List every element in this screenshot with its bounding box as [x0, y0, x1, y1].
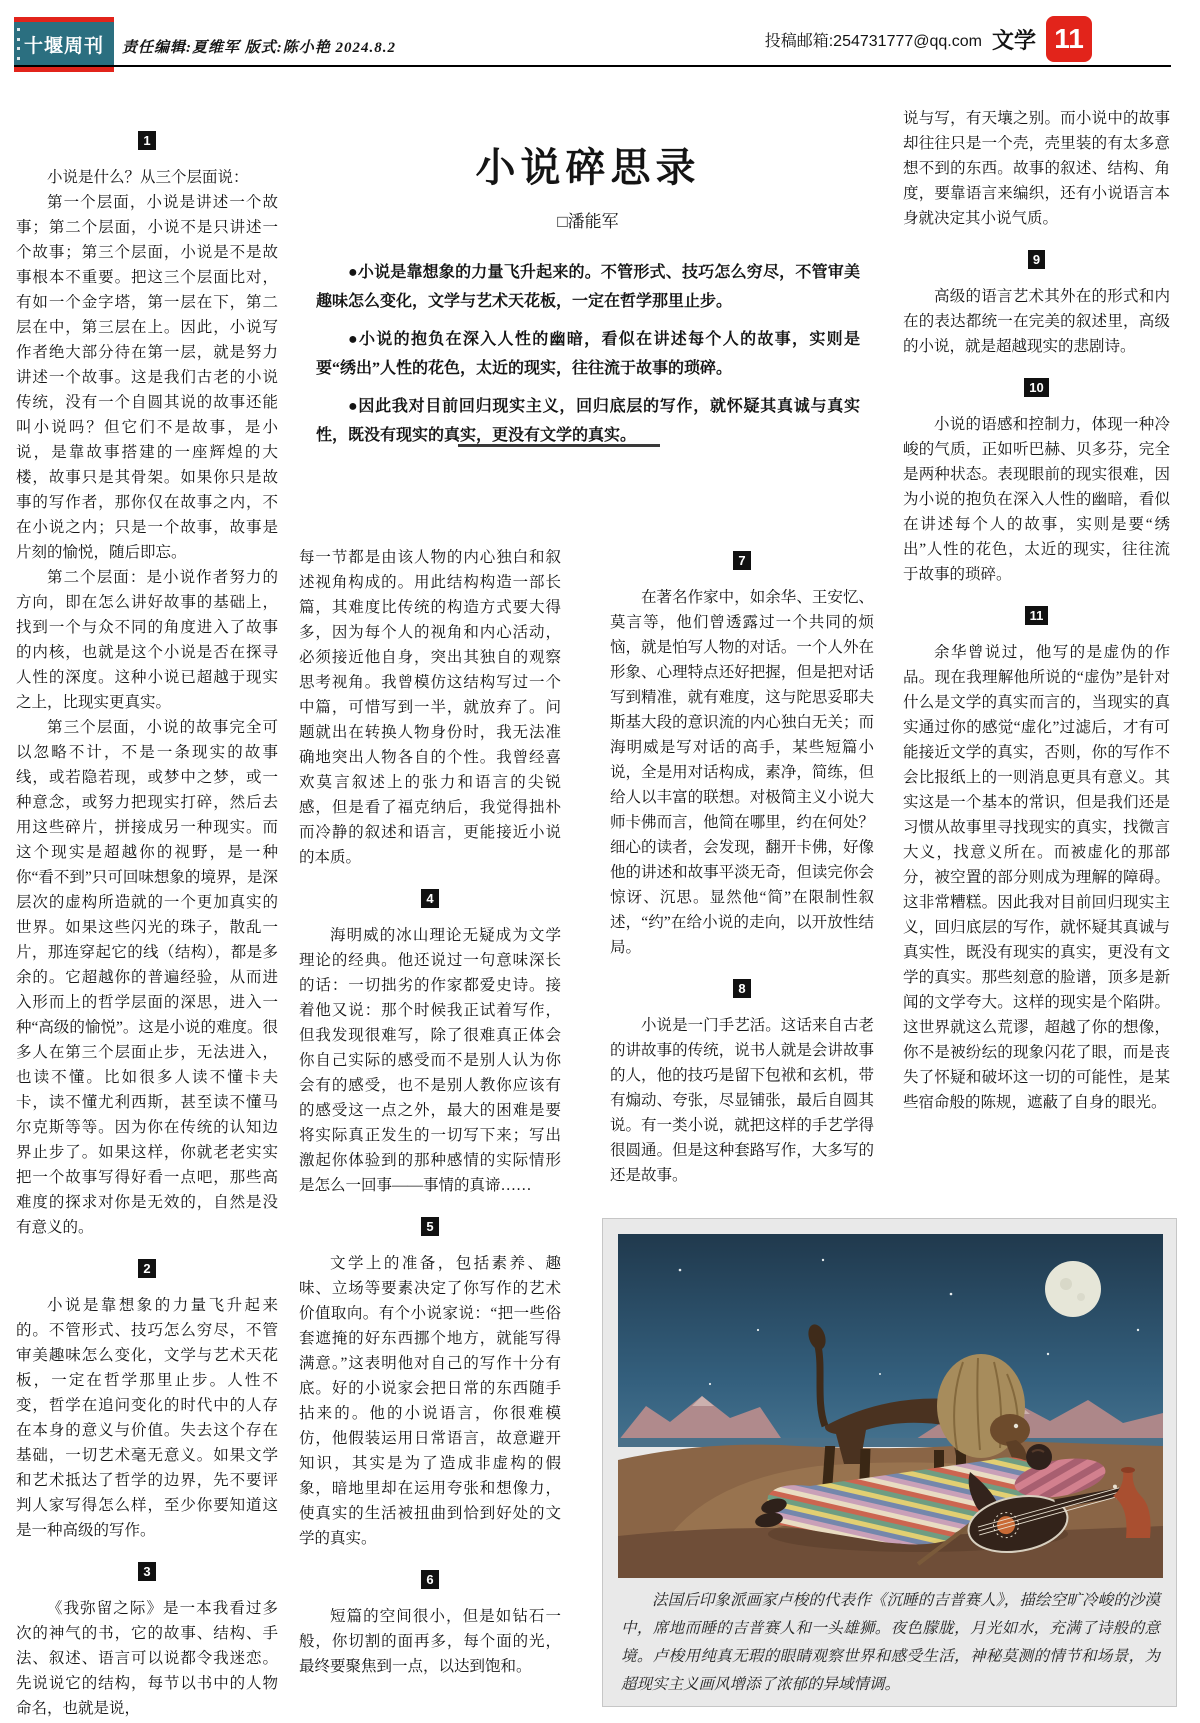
moon [1045, 1261, 1101, 1317]
section-badge [903, 247, 1170, 272]
section-badge [299, 886, 561, 911]
section-badge [903, 603, 1170, 628]
article-author: □潘能军 [557, 212, 619, 231]
column-1 [16, 112, 278, 1721]
paragraph-continuation: 每一节都是由该人物的内心独白和叙述视角构成的。用此结构构造一部长篇，其难度比传统的构造方式要大得多，因为每个人的视角和内心活动，必须接近他自身，突出其独自的观察思考视角。我曾模仿这结构写过一个中篇，可惜写到一半，就放弃了。问题就出在转换人物身份时，我无法准确地突出人物各自的个性。我曾经喜欢莫言叙述上的张力和语言的尖锐感，但是看了福克纳后，我觉得拙朴而冷静的叙述和语言，更能接近小说的本质。 [299, 549, 561, 866]
abstract-bullet: ●小说的抱负在深入人性的幽暗，看似在讲述每个人的故事，实则是要“绣出”人性的花色，太近的现实，往往流于故事的琐碎。 [316, 331, 860, 377]
paragraph: 第一个层面，小说是讲述一个故事；第二个层面，小说不是只讲述一个故事；第三个层面，小说是不是故事根本不重要。把这三个层面比对，有如一个金字塔，第一层在下，第二层在中，第三层在上。因此，小说写作者绝大部分待在第一层，就是努力讲述一个故事。这是我们古老的小说传统，没有一个自圆其说的故事还能叫小说吗？但它们不是故事，是小说，是靠故事搭建的一座辉煌的大楼，故事只是其骨架。如果你只是故事的写作者，那你仅在故事之内，不在小说之内；只是一个故事，故事是片刻的愉悦，随后即忘。 [16, 194, 278, 561]
section-number: 6 [421, 1570, 438, 1589]
page-number-badge: 11 [1046, 16, 1092, 62]
header-right [700, 16, 1092, 62]
paragraph: 小说是什么？从三个层面说： [47, 169, 249, 186]
section-name: 文学 [991, 27, 1036, 53]
section-badge [610, 976, 874, 1001]
section-badge [610, 548, 874, 573]
section-number: 2 [138, 1259, 155, 1278]
paragraph: 海明威的冰山理论无疑成为文学理论的经典。他还说过一句意味深长的话：一切拙劣的作家都爱史诗。接着他又说：那个时候我正试着写作，但我发现很难写，除了很难真正体会你自己实际的感受而不是别人认为你会有的感受，也不是别人教你应该有的感受这一点之外，最大的困难是要将实际真正发生的一切写下来；写出激起你体验到的那种感情的实际情形是怎么一回事——事情的真谛…… [299, 927, 561, 1194]
header-rule [14, 65, 1171, 67]
section-badge [903, 375, 1170, 400]
paragraph: 余华曾说过，他写的是虚伪的作品。现在我理解他所说的“虚伪”是针对什么是文学的真实而言的，当现实的真实通过你的感觉“虚化”过滤后，才有可能接近文学的真实，否则，你的写作不会比报纸上的一则消息更具有意义。其实这是一个基本的常识，但是我们还是习惯从故事里寻找现实的真实，找微言大义，找意义所在。而被虚化的那部分，被空置的部分则成为理解的障碍。这非常糟糕。因此我对目前回归现实主义，回归底层的写作，就怀疑其真诚与真实性，既没有现实的真实，更没有文学的真实。那些刻意的脸谱，顶多是新闻的文学夸大。这样的现实是个陷阱。这世界就这么荒谬，超越了你的想像，你不是被纷纭的现象闪花了眼，而是丧失了怀疑和破坏这一切的可能性，是某些宿命般的陈规，遮蔽了自身的眼光。 [903, 644, 1170, 1111]
section-badge [16, 1559, 278, 1584]
section-number: 10 [1024, 378, 1048, 397]
paragraph-continuation: 说与写，有天壤之别。而小说中的故事却往往只是一个壳，壳里装的有太多意想不到的东西。故事的叙述、结构、角度，要靠语言来编织，还有小说语言本身就决定其小说气质。 [903, 110, 1170, 227]
masthead-side-marks [17, 28, 21, 60]
section-badge [299, 1214, 561, 1239]
figure-panel [602, 1218, 1177, 1707]
paragraph: 小说是靠想象的力量飞升起来的。不管形式、技巧怎么穷尽，不管审美趣味怎么变化，文学与艺术天花板，一定在哲学那里止步。人性不变，哲学在追问变化的时代中的人存在本身的意义与价值。失去这个存在基础，一切艺术毫无意义。如果文学和艺术抵达了哲学的边界，先不要评判人家写得怎么样，至少你要知道这是一种高级的写作。 [16, 1297, 278, 1539]
paragraph: 小说的语感和控制力，体现一种冷峻的气质，正如听巴赫、贝多芬，完全是两种状态。表现眼前的现实很难，因为小说的抱负在深入人性的幽暗，看似在讲述每个人的故事，实则是要“绣出”人性的花色，太近的现实，往往流于故事的琐碎。 [903, 416, 1170, 583]
paragraph: 在著名作家中，如余华、王安忆、莫言等，他们曾透露过一个共同的烦恼，就是怕写人物的对话。一个人外在形象、心理特点还好把握，但是把对话写到精准，就有难度，这与陀思妥耶夫斯基大段的意识流的内心独白无关；而海明威是写对话的高手，某些短篇小说，全是用对话构成，素净，简练，但给人以丰富的联想。对极简主义小说大师卡佛而言，他简在哪里，约在何处？细心的读者，会发现，翻开卡佛，好像他的讲述和故事平淡无奇，但读完你会惊讶、沉思。显然他“简”在限制性叙述，“约”在给小说的走向，以开放性结局。 [610, 589, 874, 956]
column-4 [903, 106, 1170, 1115]
section-badge [16, 1256, 278, 1281]
abstract-divider [458, 444, 660, 447]
section-number: 1 [138, 131, 155, 150]
paragraph: 第三个层面，小说的故事完全可以忽略不计，不是一条现实的故事线，或若隐若现，或梦中之梦，或一种意念，或努力把现实打碎，然后去用这些碎片，拼接成另一种现实。而这个现实是超越你的视野，是一种你“看不到”只可回味想象的境界，是深层次的虚构所造就的一个更加真实的世界。如果这些闪光的珠子，散乱一片，那连穿起它的线（结构），都是多余的。它超越你的普遍经验，从而进入形而上的哲学层面的深思，进入一种“高级的愉悦”。这是小说的难度。很多人在第三个层面止步，无法进入，也读不懂。比如很多人读不懂卡夫卡，读不懂尤利西斯，甚至读不懂马尔克斯等等。因为你在传统的认知边界止步了。如果这样，你就老老实实把一个故事写得好看一点吧，那些高难度的探求对你是无效的，自然是没有意义的。 [16, 719, 278, 1236]
section-number: 11 [1025, 606, 1049, 625]
gypsy-head [1026, 1444, 1052, 1470]
section-number: 7 [733, 551, 750, 570]
editor-line: 责任编辑:夏维军 版式:陈小艳 2024.8.2 [122, 40, 396, 56]
figure-caption: 法国后印象派画家卢梭的代表作《沉睡的吉普赛人》，描绘空旷冷峻的沙漠中，席地而睡的吉普赛人和一头雄狮。夜色朦胧，月光如水，充满了诗般的意境。卢梭用纯真无瑕的眼睛观察世界和感受生活，神秘莫测的情节和场景，为超现实主义画风增添了浓郁的异域情调。 [621, 1592, 1160, 1693]
column-2 [299, 545, 561, 1679]
section-number: 3 [138, 1562, 155, 1581]
paragraph: 高级的语言艺术其外在的形式和内在的表达都统一在完美的叙述里，高级的小说，就是超越现实的悲剧诗。 [903, 288, 1170, 355]
column-3 [610, 548, 874, 1188]
paragraph: 文学上的准备，包括素养、趣味、立场等要素决定了你写作的艺术价值取向。有个小说家说：“把一些俗套遮掩的好东西挪个地方，就能写得满意。”这表明他对自己的写作十分有底。好的小说家会把日常的东西随手拈来的。他的小说语言，你很难模仿，他假装运用日常语言，故意避开知识，其实是为了造成非虚构的假象，暗地里却在运用夸张和想像力，使真实的生活被扭曲到恰到好处的文学的真实。 [299, 1255, 561, 1547]
section-number: 8 [733, 979, 750, 998]
masthead-logo [14, 17, 114, 72]
paragraph: 《我弥留之际》是一本我看过多次的神气的书，它的故事、结构、手法、叙述、语言可以说都令我迷恋。先说说它的结构，每节以书中的人物命名，也就是说， [16, 1600, 278, 1717]
section-number: 9 [1028, 250, 1045, 269]
abstract-bullet: ●因此我对目前回归现实主义，回归底层的写作，就怀疑其真诚与真实性，既没有现实的真实，更没有文学的真实。 [316, 398, 860, 444]
paragraph: 第二个层面：是小说作者努力的方向，即在怎么讲好故事的基础上，找到一个与众不同的角度进入了故事的内核，也就是这个小说是否在探寻人性的深度。这种小说已超越于现实之上，比现实更真实。 [16, 569, 278, 711]
section-badge [299, 1567, 561, 1592]
article-title: 小说碎思录 [475, 145, 701, 190]
section-badge [16, 128, 278, 153]
lion-head [990, 1414, 1030, 1446]
masthead-title: 十堰周刊 [23, 36, 104, 57]
submission-email: 投稿邮箱:254731777@qq.com [764, 32, 982, 50]
section-number: 5 [421, 1217, 438, 1236]
abstract-bullet: ●小说是靠想象的力量飞升起来的。不管形式、技巧怎么穷尽，不管审美趣味怎么变化，文学与艺术天花板，一定在哲学那里止步。 [316, 264, 860, 310]
article-title-block [300, 136, 876, 459]
painting-sleeping-gypsy [618, 1234, 1163, 1578]
article-abstract [300, 258, 876, 450]
section-number: 4 [421, 889, 438, 908]
paragraph: 短篇的空间很小，但是如钻石一般，你切割的面再多，每个面的光，最终要聚焦到一点，以达到饱和。 [299, 1608, 561, 1675]
paragraph: 小说是一门手艺活。这话来自古老的讲故事的传统，说书人就是会讲故事的人，他的技巧是留下包袱和玄机，带有煽动、夸张，尽显铺张，最后自圆其说。有一类小说，就把这样的手艺学得很圆通。但是这种套路写作，大多写的还是故事。 [610, 1017, 874, 1184]
